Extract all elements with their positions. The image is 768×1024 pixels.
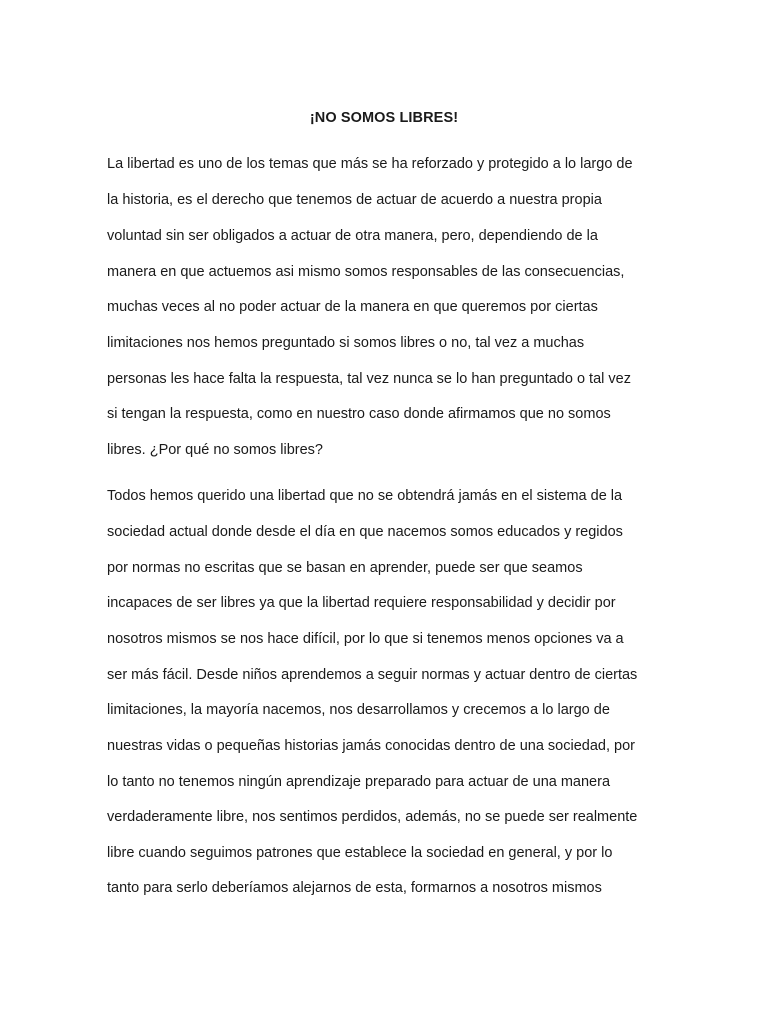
paragraph-line: voluntad sin ser obligados a actuar de otra manera, pero, dependiendo de la bbox=[107, 228, 598, 244]
paragraph-line: personas les hace falta la respuesta, tal vez nunca se lo han preguntado o tal vez bbox=[107, 371, 631, 387]
paragraph-line: nuestras vidas o pequeñas historias jamás conocidas dentro de una sociedad, por bbox=[107, 738, 635, 754]
paragraph-line: si tengan la respuesta, como en nuestro caso donde afirmamos que no somos bbox=[107, 406, 611, 422]
paragraph-line: libres. ¿Por qué no somos libres? bbox=[107, 442, 323, 458]
paragraph-line: muchas veces al no poder actuar de la manera en que queremos por ciertas bbox=[107, 299, 598, 315]
paragraph-line: limitaciones, la mayoría nacemos, nos desarrollamos y crecemos a lo largo de bbox=[107, 702, 610, 718]
paragraph-line: Todos hemos querido una libertad que no se obtendrá jamás en el sistema de la bbox=[107, 488, 623, 504]
paragraph-line: por normas no escritas que se basan en aprender, puede ser que seamos bbox=[107, 560, 583, 576]
paragraph-line: nosotros mismos se nos hace difícil, por lo que si tenemos menos opciones va a bbox=[107, 631, 624, 647]
paragraph-line: tanto para serlo deberíamos alejarnos de esta, formarnos a nosotros mismos bbox=[107, 880, 602, 896]
paragraph-line: lo tanto no tenemos ningún aprendizaje preparado para actuar de una manera bbox=[107, 774, 611, 790]
paragraph-line: incapaces de ser libres ya que la libertad requiere responsabilidad y decidir por bbox=[107, 595, 616, 611]
paragraph-line: ser más fácil. Desde niños aprendemos a seguir normas y actuar dentro de ciertas bbox=[107, 667, 638, 683]
paragraph-line: verdaderamente libre, nos sentimos perdidos, además, no se puede ser realmente bbox=[107, 809, 638, 825]
paragraph-line: La libertad es uno de los temas que más se ha reforzado y protegido a lo largo de bbox=[107, 156, 633, 172]
paragraph-line: manera en que actuemos asi mismo somos responsables de las consecuencias, bbox=[107, 264, 625, 280]
paragraph-line: sociedad actual donde desde el día en que nacemos somos educados y regidos bbox=[107, 524, 623, 540]
document-title: ¡NO SOMOS LIBRES! bbox=[309, 110, 459, 126]
paragraph-line: la historia, es el derecho que tenemos de actuar de acuerdo a nuestra propia bbox=[107, 192, 602, 208]
paragraph-line: libre cuando seguimos patrones que establece la sociedad en general, y por lo bbox=[107, 845, 613, 861]
paragraph-line: limitaciones nos hemos preguntado si somos libres o no, tal vez a muchas bbox=[107, 335, 585, 351]
